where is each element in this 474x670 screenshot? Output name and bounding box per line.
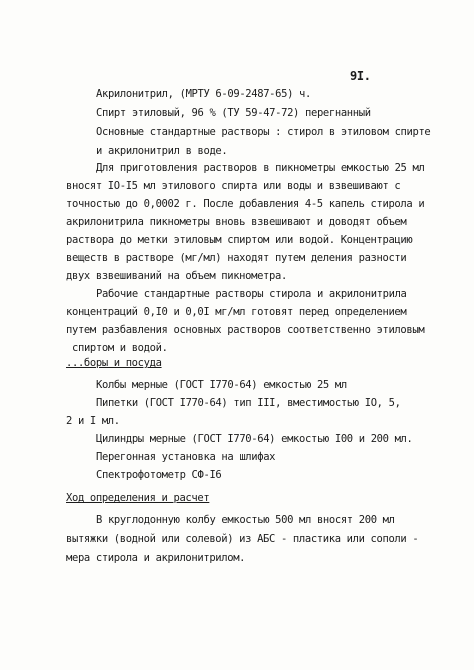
- paragraph-line: веществ в растворе (мг/мл) находят путем деления разности: [66, 252, 407, 264]
- reagent-line: Спирт этиловый, 96 % (ТУ 59-47-72) перегнанный: [96, 107, 371, 119]
- paragraph-line: путем разбавления основных растворов соответственно этиловым: [66, 324, 425, 336]
- paragraph-line: Рабочие стандартные растворы стирола и акрилонитрила: [96, 288, 407, 300]
- paragraph-line: концентраций 0,I0 и 0,0I мг/мл готовят перед определением: [66, 306, 407, 318]
- paragraph-line: Для приготовления растворов в пикнометры емкостью 25 мл: [96, 162, 425, 174]
- procedure-line: вытяжки (водной или солевой) из АБС - пластика или сополи -: [66, 533, 419, 545]
- paragraph-line: раствора до метки этиловым спиртом или водой. Концентрацию: [66, 234, 413, 246]
- paragraph-line: вносят IO-I5 мл этилового спирта или воды и взвешивают с: [66, 180, 401, 192]
- equipment-line: Цилиндры мерные (ГОСТ I770-64) емкостью I00 и 200 мл.: [96, 433, 413, 445]
- equipment-line: Пипетки (ГОСТ I770-64) тип III, вместимостью IO, 5,: [96, 397, 401, 409]
- equipment-line: Колбы мерные (ГОСТ I770-64) емкостью 25 мл: [96, 379, 347, 391]
- paragraph-line: акрилонитрила пикнометры вновь взвешивают и доводят объем: [66, 216, 407, 228]
- reagent-line: Основные стандартные растворы : стирол в этиловом спирте: [96, 126, 431, 138]
- procedure-line: мера стирола и акрилонитрилом.: [66, 552, 246, 564]
- reagent-line: Акрилонитрил, (МРТУ 6-09-2487-65) ч.: [96, 88, 311, 100]
- equipment-line: 2 и I мл.: [66, 415, 120, 427]
- paragraph-line: спиртом и водой.: [72, 342, 168, 354]
- equipment-line: Спектрофотометр СФ-I6: [96, 469, 222, 481]
- section-heading-procedure: Ход определения и расчет: [66, 492, 210, 504]
- paragraph-line: точностью до 0,0002 г. После добавления 4-5 капель стирола и: [66, 198, 425, 210]
- section-heading-equipment: ...боры и посуда: [66, 357, 162, 369]
- reagent-line: и акрилонитрил в воде.: [96, 145, 228, 157]
- page-number: 9I.: [350, 69, 371, 83]
- paragraph-line: двух взвешиваний на объем пикнометра.: [66, 270, 287, 282]
- procedure-line: В круглодонную колбу емкостью 500 мл вносят 200 мл: [96, 514, 395, 526]
- equipment-line: Перегонная установка на шлифах: [96, 451, 276, 463]
